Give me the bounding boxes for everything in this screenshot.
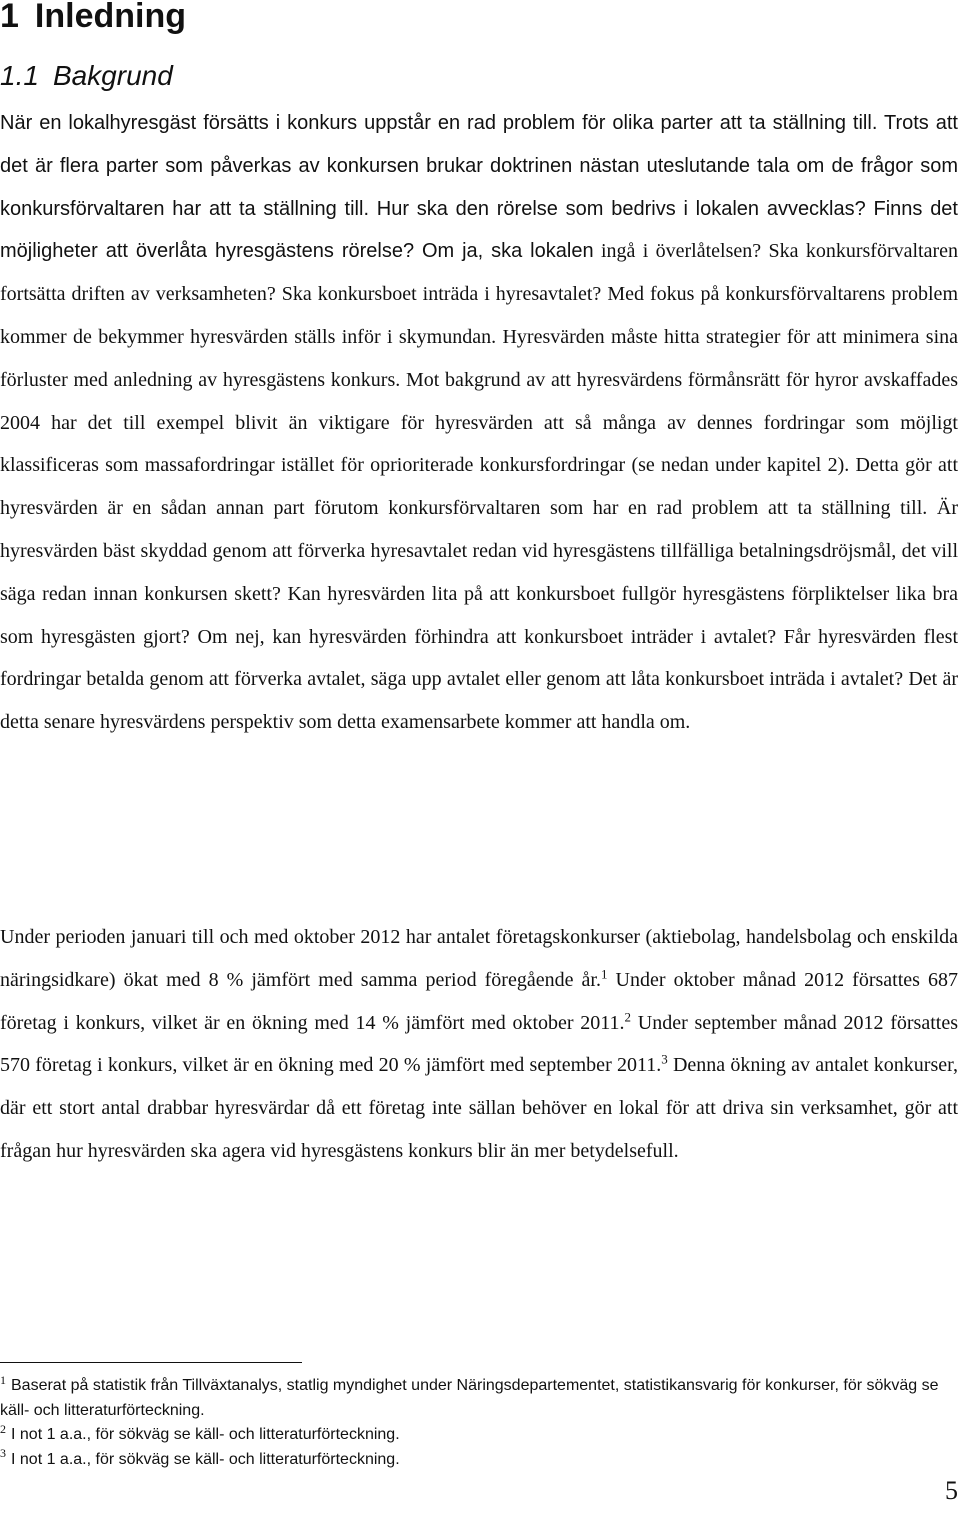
paragraph-statistics-part2: Under oktober månad 2012 försattes 687 företag i konkurs, vilket är en ökning med 14 % jämfört med oktober 2011.	[0, 968, 959, 1034]
paragraph-background-part2: ingå i överlåtelsen? Ska konkursförvaltaren fortsätta driften av verksamheten? Ska konkursboet inträda i hyresavtalet? Med fokus på konkursförvaltarens problem kommer de bekymmer hyresvärden ställs inför i skymundan. Hyresvärden måste hitta strategier för att minimera sina förluster med anledning av hyresgästens konkurs. Mot bakgrund av att hyresvärdens förmånsrätt för hyror avskaffades 2004 har det till exempel blivit än viktigare för hyresvärden att så många av dennes fordringar som möjligt klassificeras som massafordringar istället för oprioriterade konkursfordringar (se nedan under kapitel 2). Detta gör att hyresvärden är en sådan annan part förutom konkursförvaltaren som har en rad problem att ta ställning till. Är hyresvärden bäst skyddad genom att förverka hyresavtalet redan vid hyresgästens tillfälliga betalningsdröjsmål, det vill säga redan innan konkursen skett? Kan hyresvärden lita på att konkursboet fullgör hyresgästens förpliktelser lika bra som hyresgästen gjort? Om nej, kan hyresvärden förhindra att konkursboet inträder i avtalet? Får hyresvärden flest fordringar betalda genom att förverka avtalet, säga upp avtalet eller genom att låta konkursboet inträda i avtalet? Det är detta senare hyresvärdens perspektiv som detta examensarbete kommer att handla om.	[0, 240, 959, 734]
footnote-item	[0, 1448, 940, 1473]
footnote-separator	[0, 1362, 302, 1363]
chapter-number: 1	[0, 0, 19, 35]
paragraph-statistics-part3: Under september månad 2012 försattes 570 företag i konkurs, vilket är en ökning med 20 % jämfört med september 2011.	[0, 1011, 958, 1077]
paragraph-background	[0, 102, 958, 744]
section-title: Bakgrund	[52, 60, 173, 91]
footnote-text: I not 1 a.a., för sökväg se käll- och litteraturförteckning.	[11, 1426, 400, 1443]
chapter-heading	[0, 0, 186, 38]
footnote-item	[0, 1374, 940, 1423]
paragraph-statistics-part1: Under perioden januari till och med oktober 2012 har antalet företagskonkurser (aktiebolag, handelsbolag och enskilda näringsidkare) ökat med 8 % jämfört med samma period föregående år.	[0, 926, 958, 991]
footnote-number: 3	[0, 1446, 6, 1461]
footnote-item	[0, 1423, 940, 1448]
footnote-ref-3[interactable]: 3	[661, 1051, 668, 1067]
footnote-ref-2[interactable]: 2	[624, 1008, 632, 1024]
footnote-ref-1[interactable]: 1	[600, 966, 608, 982]
footnote-text: I not 1 a.a., för sökväg se käll- och litteraturförteckning.	[11, 1450, 400, 1468]
page-number: 5	[945, 1476, 958, 1505]
section-heading	[0, 58, 173, 94]
chapter-title: Inledning	[34, 0, 187, 35]
paragraph-statistics-part4: Denna ökning av antalet konkurser, där ett stort antal drabbar hyresvärdar då ett företag inte sällan behöver en lokal för att driva sin verksamhet, gör att frågan hur hyresvärden ska agera vid hyresgästens konkurs blir än mer betydelsefull.	[0, 1054, 958, 1162]
paragraph-statistics	[0, 916, 958, 1173]
section-number: 1.1	[0, 60, 39, 91]
footnote-list	[0, 1374, 940, 1472]
footnote-text: Baserat på statistik från Tillväxtanalys, statlig myndighet under Näringsdepartementet, statistikansvarig för konkurser, för sökväg se käll- och litteraturförteckning.	[0, 1377, 939, 1419]
paragraph-background-part1: När en lokalhyresgäst försätts i konkurs uppstår en rad problem för olika parter att ta ställning till. Trots att det är flera parter som påverkas av konkursen brukar doktrinen nästan uteslutande tala om de frågor som konkursförvaltaren har att ta ställning till. Hur ska den rörelse som bedrivs i lokalen avvecklas? Finns det möjligheter att överlåta hyresgästens rörelse? Om ja, ska lokalen	[0, 112, 958, 263]
footnote-number: 1	[0, 1372, 6, 1387]
footnote-number: 2	[0, 1421, 6, 1436]
